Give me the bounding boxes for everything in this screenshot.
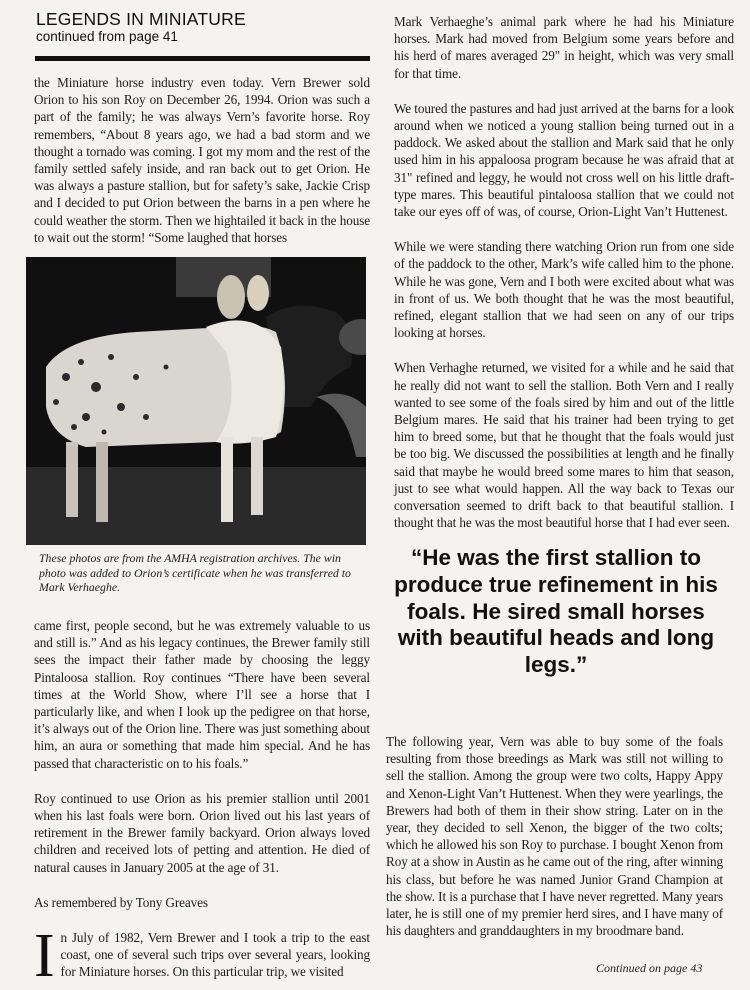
left-column-bottom bbox=[34, 617, 370, 990]
pull-quote bbox=[388, 545, 724, 679]
header-rule bbox=[35, 56, 370, 61]
series-title: LEGENDS IN MINIATURE bbox=[36, 9, 246, 29]
paragraph: Roy continued to use Orion as his premier stallion until 2001 when his last foals were born. Orion lived out his last years of retirement in the Brewer family backyard. Orion always loved children and received lots of petting and attention. He died of natural causes in January 2005 at the age of 31. bbox=[34, 790, 370, 875]
horse-photo bbox=[26, 257, 366, 545]
left-column-top bbox=[34, 74, 370, 246]
photo-caption bbox=[39, 551, 359, 595]
paragraph: Mark Verhaeghe’s animal park where he had his Miniature horses. Mark had moved from Belgium some years before and his herd of mares averaged 29" in height, which was very small for that time. bbox=[394, 14, 734, 81]
paragraph-with-dropcap bbox=[34, 922, 370, 990]
pull-quote-text: “He was the first stallion to produce true refinement in his foals. He sired small horses with beautiful heads and long legs.” bbox=[394, 545, 718, 678]
horse-photo-image bbox=[26, 257, 366, 545]
paragraph: We toured the pastures and had just arrived at the barns for a look around when we noticed a young stallion being turned out in a paddock. We asked about the stallion and Mark said that he only used him in his appaloosa program because he was afraid that at 31" refined and leggy, he would not cross well on his little draft-type mares. This beautiful pintaloosa stallion that we could not take our eyes off of was, of course, Orion-Light Van’t Huttenest. bbox=[394, 100, 734, 220]
byline: As remembered by Tony Greaves bbox=[34, 894, 208, 910]
caption-text: These photos are from the AMHA registration archives. The win photo was added to Orion’s certificate when he was transferred to Mark Verhaeghe. bbox=[39, 551, 351, 594]
article-header bbox=[36, 9, 356, 45]
paragraph: came first, people second, but he was extremely valuable to us and still is.” And as his legacy continues, the Brewer family still sees the impact their father made by choosing the leggy Pintaloosa stallion. Roy continues “There have been several times at the World Show, where I’ll see a horse that I particularly like, and when I look up the pedigree on that horse, it’s always out of the Orion line. There was just something about him, an aura or something that made him special. And he has passed that characteristic on to his foals.” bbox=[34, 618, 370, 771]
paragraph: When Verhaghe returned, we visited for a while and he said that he really did not want to sell the stallion. Both Vern and I really wanted to see some of the foals sired by him and out of the little Belgium mares. He said that his trainer had been trying to get him to breed some, but that he thought that the foals would just be too big. We discussed the possibilities at length and he finally said that maybe he would breed some mares to him that season, just to see what would happen. All the way back to Texas our conversation seemed to drift back to that beautiful stallion. I thought that he was the most beautiful horse that I had ever seen. bbox=[394, 360, 734, 531]
drop-cap: I bbox=[34, 922, 55, 990]
continued-on-label: Continued on page 43 bbox=[596, 961, 703, 975]
paragraph: While we were standing there watching Orion run from one side of the paddock to the other, Mark’s wife called him to the phone. While he was gone, Vern and I both were excited about what was in front of us. We both thought that he was the most beautiful, refined, elegant stallion that we had seen on any of our trips looking at horses. bbox=[394, 239, 734, 341]
paragraph: The following year, Vern was able to buy some of the foals resulting from those breedings as Mark was still not willing to sell the stallion. Among the group were two colts, Happy Appy and Xenon-Light Van’t Huttenest. When they were yearlings, the Brewers had both of them in their show string. Later on in the year, they decided to sell Xenon, the bigger of the two colts; which he allowed his son Roy to purchase. I bought Xenon from Roy at a show in Austin as he came out of the ring, after winning his class, but before he was named Junior Grand Champion at the show. It is a purchase that I have never regretted. Many years later, he is still one of my premier herd sires, and I have many of his daughters and granddaughters in my broodmare band. bbox=[386, 734, 723, 939]
paragraph-text: n July of 1982, Vern Brewer and I took a trip to the east coast, one of several such trips over several years, looking for Miniature horses. On this particular trip, we visited bbox=[60, 930, 370, 980]
right-column-top bbox=[394, 13, 734, 531]
paragraph: the Miniature horse industry even today. Vern Brewer sold Orion to his son Roy on December 26, 1994. Orion was such a part of the family; he was always Vern’s favorite horse. Roy remembers, “About 8 years ago, we had a bad storm and we thought a tornado was coming. I got my mom and the rest of the family settled safely inside, and ran back out to get Orion. He was always a pasture stallion, but for safety’s sake, Jackie Crisp and I decided to put Orion between the barns in a pen where he could weather the storm. Then we hightailed it back in the house to wait out the storm! “Some laughed that horses bbox=[34, 75, 370, 245]
right-column-bottom bbox=[386, 733, 723, 939]
continued-from-label: continued from page 41 bbox=[36, 29, 178, 44]
